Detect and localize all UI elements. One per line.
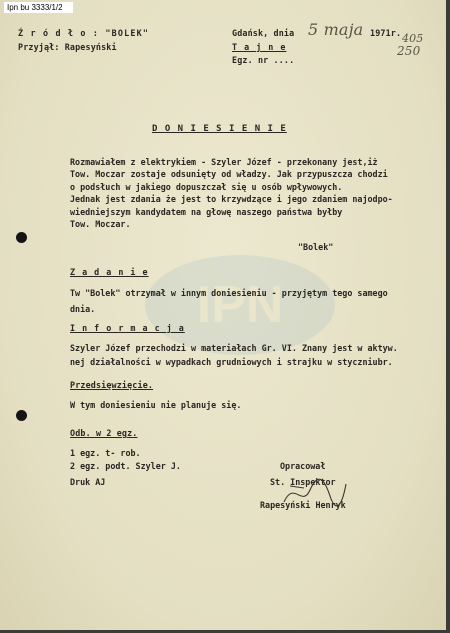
archive-reference: Ipn bu 3333/1/2 [4,2,73,13]
info-heading: I n f o r m a c j a [70,323,185,333]
received-by-label: Przyjął: Rapesyński [18,42,117,52]
report-line: Jednak jest zdania że jest to krzywdzące i jego zdaniem najodpo- [70,194,393,204]
distribution-line: 2 egz. podt. Szyler J. [70,461,181,471]
report-line: Tow. Moczar zostaje odsunięty od władzy. Jak przypuszcza chodzi [70,169,388,179]
handwritten-number-top: 405 [402,32,424,45]
punch-hole [16,232,27,243]
secrecy-label: T a j n e [232,42,287,52]
task-line: Tw "Bolek" otrzymał w innym doniesieniu - przyjętym tego samego [70,288,388,298]
report-line: Tow. Moczar. [70,219,131,229]
task-heading: Z a d a n i e [70,267,149,277]
handwritten-signature [280,472,350,512]
measures-line: W tym doniesieniu nie planuje się. [70,400,242,410]
document-title: D O N I E S I E N I E [152,124,287,134]
prepared-by-label: Opracował [280,461,326,471]
report-line: Rozmawiałem z elektrykiem - Szyler Józef - przekonany jest,iż [70,157,378,167]
report-line: wiedniejszym kandydatem na głowę naszego państwa byłby [70,207,343,217]
source-label: Ź r ó d ł o : "BOLEK" [18,28,150,38]
prepared-by-name: Rapesyński Henryk [260,500,346,510]
report-line: o podsłuch w jakiego dopuszczał się u osób wpływowych. [70,182,343,192]
info-line: nej działalności w wypadkach grudniowych i strajku w styczniubr. [70,357,393,367]
task-line: dnia. [70,304,96,314]
distribution-heading: Odb. w 2 egz. [70,428,138,438]
measures-heading: Przedsięwzięcie. [70,380,154,390]
distribution-line: Druk AJ [70,477,106,487]
date-year: 1971r. [370,28,402,38]
watermark-text: IPN [196,276,284,334]
punch-hole [16,410,27,421]
handwritten-number-bottom: 250 [397,44,421,58]
pseudonym-signature: "Bolek" [298,242,334,252]
info-line: Szyler Józef przechodzi w materiałach Gr. VI. Znany jest w aktyw. [70,343,398,353]
date-prefix: Gdańsk, dnia [232,28,295,38]
date-handwritten: 5 maja [308,20,364,39]
copy-number-label: Egz. nr .... [232,55,295,65]
distribution-line: 1 egz. t- rob. [70,448,141,458]
prepared-by-rank: St. Inspektor [270,477,336,487]
